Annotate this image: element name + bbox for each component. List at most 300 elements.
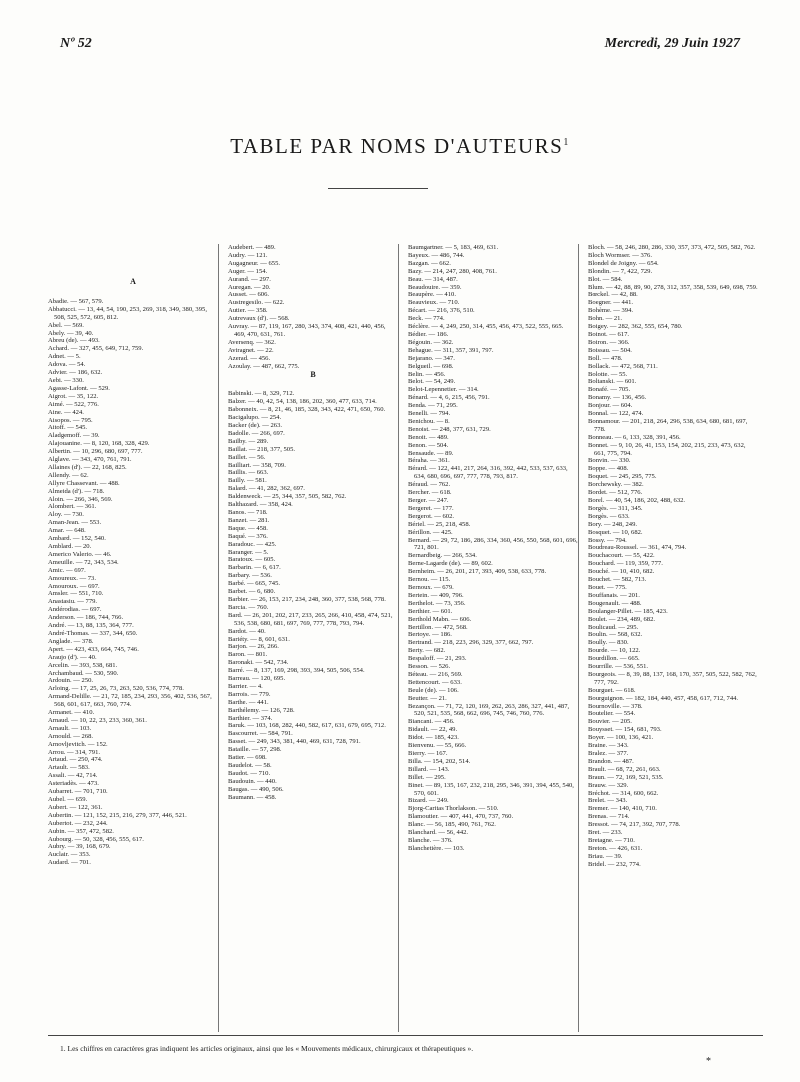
index-entry: Balard. — 41, 282, 362, 697. [228,485,305,493]
index-entry: Berthier. — 601. [408,607,453,615]
index-entry: Blanchetière. — 103. [408,844,465,852]
index-entry: Boegner. — 441. [588,299,634,307]
index-entry: Barbier. — 26, 153, 217, 234, 248, 360, 377, 538, 568, 778. [228,595,386,603]
index-entry: Baqué. — 376. [228,532,268,540]
index-entry: Bard. — 26, 201, 202, 217, 233, 265, 266, 410, 458, 474, 521, 536, 538, 680, 681, 697, 769, 777, 778, 793, 794. [228,611,393,627]
index-entry: Bertein. — 409, 796. [408,591,464,599]
index-entry: Brelet. — 343. [588,797,628,805]
index-entry: Brauw. — 329. [588,781,629,789]
index-entry: Bérillon. — 425. [408,528,453,536]
index-entry: Aigrot. — 35, 122. [48,392,99,400]
index-entry: Blanche. — 376. [408,836,453,844]
index-entry: Borel. — 40, 54, 186, 202, 488, 632. [588,497,686,504]
index-entry: Blum. — 42, 88, 89, 90, 278, 312, 357, 358, 539, 649, 698, 759. [588,283,758,291]
index-entry: Bailliart. — 358, 709. [228,461,286,469]
index-entry: Baugas. — 490, 506. [228,785,284,793]
index-entry: Ardouin. — 250. [48,677,94,685]
index-entry: Bettencourt. — 633. [408,678,462,686]
author-index [48,244,763,1032]
index-entry: Bezançon. — 71, 72, 120, 169, 262, 263, 286, 327, 441, 487, 520, 521, 535, 568, 662, 696, 745, 746, 760, 776. [408,702,570,718]
index-entry: Baumann. — 458. [228,793,277,801]
index-entry: Armand-Delille. — 21, 72, 185, 234, 293, 356, 402, 536, 567, 568, 601, 617, 663, 760, 774. [48,693,212,709]
index-entry: Aloy. — 730. [48,511,84,519]
index-entry: Backer (de). — 263. [228,422,283,430]
index-entry: Bonnal. — 122, 474. [588,410,644,418]
index-entry: Babonneix. — 8, 21, 46, 185, 328, 343, 422, 471, 650, 760. [228,406,386,414]
index-entry: Binet. — 89, 135, 167, 232, 218, 295, 346, 391, 394, 455, 540, 570, 601. [408,781,574,797]
index-entry: Bridel. — 232, 774. [588,860,641,868]
index-entry: Badolle. — 266, 697. [228,429,285,437]
index-entry: Beauvieux. — 710. [408,299,460,307]
index-entry: Bourguignon. — 182, 184, 440, 457, 458, 617, 712, 744. [588,694,739,702]
index-entry: Bernheim. — 26, 201, 217, 393, 409, 538, 633, 778. [408,568,547,576]
index-entry: Boully. — 830. [588,639,629,647]
index-entry: Baranger. — 5. [228,548,269,556]
index-entry: Barthier. — 374. [228,714,273,722]
index-entry: Bouet. — 775. [588,583,627,591]
index-entry: Benelli. — 794. [408,410,451,418]
index-entry: Auregan. — 20. [228,283,271,291]
index-entry: Amouroux. — 697. [48,582,100,590]
index-entry: Beaupère. — 410. [408,291,456,299]
index-entry: Boppe. — 408. [588,465,629,473]
index-entry: Boltanski. — 601. [588,378,637,386]
index-entry: Arnault. — 103. [48,724,92,732]
index-entry: Bégouin. — 362. [408,338,454,346]
index-entry: Boulet. — 234, 489, 682. [588,615,656,623]
index-entry: Anastasiu. — 779. [48,598,98,606]
index-entry: Auclair. — 353. [48,851,91,859]
index-entry: Abel. — 569. [48,321,84,329]
index-entry: Borgès. — 311, 345. [588,504,643,512]
index-entry: Barré. — 8, 137, 169, 298, 393, 394, 505, 506, 554. [228,667,365,675]
footnote: 1. Les chiffres en caractères gras indiquent les articles originaux, ainsi que les « Mouvements médicaux, chirurgicaux et thérapeutiques ». [60,1044,474,1053]
index-entry: Achard. — 327, 455, 649, 712, 759. [48,345,144,353]
index-entry: Baillet. — 56. [228,453,266,461]
index-entry: Braun. — 72, 169, 521, 535. [588,773,664,781]
index-entry: Boiron. — 366. [588,338,630,346]
index-column-3 [408,244,579,1032]
index-entry: Besson. — 526. [408,663,451,671]
star-mark: * [706,1056,711,1067]
index-entry: Blondin. — 7, 422, 729. [588,267,653,275]
index-entry: Aubourg. — 50, 328, 456, 555, 617. [48,835,144,843]
index-entry: Autrevaux (d'). — 568. [228,315,290,323]
index-entry: Bolotte. — 55. [588,370,628,378]
index-entry: Bonvin. — 330. [588,457,631,465]
index-entry: Basset. — 249, 343, 381, 440, 469, 631, 728, 791. [228,738,361,746]
index-entry: Bourgeois. — 8, 39, 88, 137, 168, 170, 357, 505, 522, 582, 762, 777, 792. [588,670,757,686]
index-entry: Anglade. — 378. [48,637,94,645]
index-entry: Arnaud. — 10, 22, 23, 233, 360, 361. [48,716,147,724]
index-entry: Ambard. — 152, 540. [48,535,106,543]
index-entry: Barreau. — 120, 695. [228,675,286,683]
index-entry: André. — 13, 88, 135, 364, 777. [48,622,134,630]
title-footnote-mark: 1 [563,137,570,148]
index-entry: Banos. — 718. [228,509,268,516]
index-entry: Abadie. — 567, 579. [48,297,104,305]
index-entry: Breton. — 426, 631. [588,844,643,852]
index-entry: Boyer. — 100, 136, 421. [588,734,654,742]
index-entry: Briau. — 39. [588,852,623,860]
index-entry: Boll. — 478. [588,354,623,362]
index-entry: Beck. — 774. [408,315,445,323]
index-entry: Bailly. — 581. [228,477,267,485]
index-entry: Borchewsky. — 382. [588,481,644,489]
index-entry: Boulanger-Pillet. — 185, 423. [588,607,668,615]
index-entry: Bidault. — 22, 49. [408,726,458,734]
index-entry: Braine. — 343. [588,742,629,750]
index-entry: Apert. — 423, 433, 664, 745, 746. [48,645,139,653]
index-entry: Blot. — 584. [588,275,623,283]
index-entry: Baudot. — 710. [228,769,271,777]
issue-date: Mercredi, 29 Juin 1927 [604,36,740,51]
index-entry: Auvray. — 87, 119, 167, 280, 343, 374, 408, 421, 440, 456, 469, 470, 631, 761. [228,323,386,338]
index-entry: Bonnamour. — 201, 218, 264, 296, 538, 634, 680, 681, 697, 778. [588,417,748,433]
index-entry: Bidot. — 185, 423. [408,734,459,742]
index-entry: Aloin. — 266, 346, 569. [48,495,113,503]
index-entry: Bourrille. — 536, 551. [588,663,649,671]
index-entry: Bespaloff. — 21, 293. [408,655,467,663]
index-entry: Bloch. — 58, 246, 280, 286, 330, 357, 373, 472, 505, 582, 762. [588,244,756,251]
index-entry: Alajouanine. — 8, 120, 168, 328, 429. [48,440,150,448]
index-entry: Bejarano. — 347. [408,354,455,362]
index-entry: Blamoutier. — 407, 441, 470, 737, 760. [408,813,514,821]
page-title [0,134,800,159]
index-entry: Adova. — 54. [48,361,86,369]
index-entry: Bossy. — 794. [588,536,627,544]
index-entry: Boquet. — 245, 295, 775. [588,473,657,481]
index-entry: Bouvier. — 205. [588,718,632,726]
index-entry: Arcelin. — 393, 538, 681. [48,661,118,669]
index-entry: Beaudouire. — 359. [408,283,462,291]
section-letter: A [130,277,136,286]
index-entry: Aubertot. — 232, 244. [48,819,108,827]
index-entry: Bouysset. — 154, 681, 793. [588,726,662,734]
index-entry: Ameuille. — 72, 343, 534. [48,558,119,566]
index-entry: Bœckel. — 42, 88. [588,291,638,299]
index-entry: Benichou. — 8. [408,417,450,425]
index-entry: Baronaki. — 542, 734. [228,659,289,667]
index-entry: Azerad. — 456. [228,354,271,362]
index-entry: Azoulay. — 487, 662, 775. [228,362,300,370]
index-entry: Bergeret. — 177. [408,504,454,512]
index-entry: Bierry. — 167. [408,750,448,757]
index-entry: Bascourret. — 584, 791. [228,730,293,738]
index-entry: Barbé. — 665, 745. [228,580,281,588]
index-entry: Bosquet. — 10, 682. [588,528,643,536]
index-entry: Bordet. — 512, 776. [588,489,643,497]
index-entry: Aubertin. — 121, 152, 215, 216, 279, 377, 446, 521. [48,811,187,819]
index-entry: Benoit. — 489. [408,433,449,441]
index-entry: Boutelier. — 554. [588,710,636,718]
index-entry: Barrier. — 4. [228,682,263,690]
index-entry: Bouché. — 10, 410, 682. [588,568,655,576]
index-entry: Araujo (d'). — 40. [48,653,97,661]
index-entry: Audebert. — 489. [228,244,276,251]
index-entry: Barjon. — 26, 266. [228,643,279,651]
index-entry: Amar. — 648. [48,527,86,535]
index-entry: Benon. — 504. [408,441,449,449]
index-entry: Bremer. — 140, 410, 710. [588,805,657,813]
index-entry: Aversenq. — 362. [228,338,276,346]
index-entry: Amic. — 697. [48,566,86,574]
index-entry: Bailby. — 289. [228,437,269,445]
page-header [60,36,740,56]
issue-number: Nº 52 [60,36,92,51]
index-entry: Barcia. — 760. [228,603,269,611]
index-entry: Balzer. — 40, 42, 54, 138, 186, 202, 360, 477, 633, 714. [228,398,377,406]
index-entry: Aubin. — 357, 472, 582. [48,827,114,835]
title-rule [328,188,428,189]
index-entry: Billa. — 154, 202, 514. [408,757,471,765]
index-entry: Berne-Lagarde (de). — 89, 602. [408,560,493,568]
index-entry: Bollack. — 472, 568, 711. [588,362,658,370]
index-entry: Berthold Mabn. — 606. [408,615,472,623]
index-entry: Balthazard. — 358, 424. [228,501,293,509]
index-entry: Andérodias. — 697. [48,606,102,614]
index-entry: Barbary. — 536. [228,572,272,580]
index-entry: Bienvenu. — 55, 666. [408,742,467,750]
index-entry: Allendy. — 62. [48,471,89,479]
index-entry: Bouffanais. — 201. [588,591,640,599]
index-entry: Adnet. — 5. [48,353,81,361]
index-entry: Alombert. — 361. [48,503,97,511]
index-entry: Baudelot. — 58. [228,762,272,769]
index-entry: Berger. — 247. [408,497,449,504]
index-entry: Bohn. — 21. [588,315,623,323]
index-entry: Béclère. — 4, 249, 250, 314, 455, 456, 473, 522, 555, 665. [408,323,564,331]
index-entry: Aitoff. — 545. [48,424,88,432]
index-entry: Brenas. — 714. [588,813,630,821]
index-entry: Bazgan. — 662. [408,259,451,267]
index-entry: Allyre Chassevant. — 488. [48,479,120,487]
index-entry: Barbarin. — 6, 617. [228,564,281,572]
index-entry: Bertoye. — 186. [408,631,452,639]
index-entry: Arnould. — 268. [48,732,94,740]
index-entry: Bohème. — 394. [588,307,634,315]
index-entry: Bralez. — 377. [588,750,629,757]
index-entry: Baillis. — 663. [228,469,269,477]
index-entry: Ausset. — 606. [228,291,270,299]
index-entry: Brandon. — 487. [588,757,634,765]
index-entry: Bonneau. — 6, 133, 328, 391, 456. [588,433,681,441]
index-entry: Bizard. — 249. [408,797,449,805]
index-entry: Baillat. — 218, 377, 505. [228,445,296,453]
index-entry: Baruk. — 103, 168, 282, 440, 582, 617, 631, 679, 695, 712. [228,722,386,730]
index-entry: Biancani. — 456. [408,718,455,726]
index-entry: Bourde. — 10, 122. [588,647,641,655]
index-entry: Belin. — 456. [408,370,446,378]
index-entry: Aine. — 424. [48,408,84,416]
index-entry: Bercher. — 618. [408,489,452,497]
index-entry: Boulin. — 568, 632. [588,631,643,639]
index-entry: Bougenault. — 488. [588,599,642,607]
index-entry: Arnovljevitch. — 152. [48,740,108,748]
index-entry: Boissau. — 504. [588,346,632,354]
index-entry: Aisopos. — 795. [48,416,93,424]
index-entry: Bataille. — 57, 298. [228,746,282,754]
index-entry: Bayeux. — 486, 744. [408,251,465,259]
index-entry: Baradouc. — 425. [228,540,277,548]
index-entry: Agasse-Lafont. — 529. [48,384,110,392]
index-entry: Bertrand. — 218, 223, 296, 329, 377, 662, 797. [408,639,534,647]
index-entry: Abreu (de). — 493. [48,337,100,345]
index-entry: Armanet. — 410. [48,709,95,717]
index-entry: Bourdillon. — 665. [588,655,640,663]
index-entry: Bory. — 248, 249. [588,520,638,528]
index-entry: Amsler. — 551, 710. [48,590,104,598]
index-entry: Benoist. — 248, 377, 631, 729. [408,425,491,433]
index-entry: Baldenweck. — 25, 344, 357, 505, 582, 762. [228,493,347,501]
index-entry: Brault. — 68, 72, 261, 663. [588,765,661,773]
index-entry: Benda. — 71, 295. [408,402,458,410]
index-entry: Berthelot. — 73, 356. [408,599,466,607]
index-entry: Bernardbeig. — 266, 534. [408,552,477,560]
index-entry: Audard. — 701. [48,859,91,867]
index-entry: Béraha. — 361. [408,457,450,465]
title-text: TABLE PAR NOMS D'AUTEURS [230,134,564,158]
index-entry: Albertin. — 10, 296, 680, 697, 777. [48,448,143,456]
index-entry: Bernou. — 115. [408,576,451,584]
index-entry: Archambaud. — 530, 590. [48,669,119,677]
index-entry: Aimé. — 522, 776. [48,400,99,408]
index-entry: Banzet. — 281. [228,516,270,524]
index-entry: Arloing. — 17, 25, 26, 73, 263, 520, 536, 774, 778. [48,685,184,693]
index-entry: Belot. — 54, 249. [408,378,456,386]
index-entry: Bariéty. — 8, 601, 631. [228,635,290,643]
index-entry: Aebi. — 330. [48,376,84,384]
index-entry: Bertillon. — 472, 568. [408,623,468,631]
index-entry: Bjorg-Caritas Thorlakson. — 510. [408,805,499,813]
index-entry: Boulicaud. — 295. [588,623,639,631]
index-entry: Behague. — 311, 357, 391, 797. [408,346,494,354]
index-entry: Audry. — 121. [228,251,268,259]
index-entry: Bourguet. — 618. [588,686,636,694]
index-entry: Aladgemoff. — 39. [48,432,100,440]
index-entry: Aubry. — 39, 168, 679. [48,843,111,851]
index-column-2 [228,244,399,1032]
index-entry: Amblard. — 20. [48,543,92,550]
index-entry: Baron. — 801. [228,651,268,659]
index-entry: Belgueil. — 698. [408,362,454,370]
index-entry: Babinski. — 8, 329, 712. [228,390,295,398]
index-entry: Bouchet. — 582, 713. [588,576,647,584]
index-entry: Bacigalupo. — 254. [228,414,282,422]
index-column-4 [588,244,758,1032]
index-entry: Barbet. — 6, 680. [228,588,276,596]
index-entry: Allaines (d'). — 22, 168, 825. [48,463,127,471]
index-entry: Béteau. — 216, 569. [408,670,463,678]
index-entry: Blanchard. — 56, 442. [408,829,469,837]
index-entry: Berty. — 682. [408,647,446,655]
index-entry: Abbatucci. — 13, 44, 54, 190, 253, 269, 318, 349, 380, 395, 508, 525, 572, 605, 812. [48,305,207,321]
index-entry: Arrou. — 314, 791. [48,748,101,756]
index-entry: Augagneur. — 655. [228,259,281,267]
index-entry: Bretagne. — 710. [588,836,635,844]
index-entry: Bloch Wormser. — 376. [588,251,652,259]
index-entry: Bernard. — 29, 72, 186, 286, 334, 360, 456, 550, 568, 601, 696, 721, 801. [408,536,578,552]
index-entry: Barthélemy. — 126, 728. [228,706,295,714]
index-entry: Blanc. — 56, 185, 490, 761, 762. [408,821,496,829]
index-entry: Bonnet. — 9, 10, 26, 41, 153, 154, 202, 215, 233, 473, 632, 661, 775, 794. [588,441,746,457]
index-entry: Bressot. — 74, 217, 392, 707, 778. [588,821,681,829]
section-letter: B [310,369,316,379]
index-entry: Almeida (d'). — 718. [48,487,105,495]
index-entry: Advier. — 186, 632. [48,369,103,377]
footnote-rule [48,1035,763,1036]
index-entry: Billet. — 295. [408,773,446,781]
index-entry: Bazy. — 214, 247, 280, 408, 761. [408,267,497,275]
index-entry: Béraud. — 762. [408,481,451,489]
index-entry: Aubert. — 122, 361. [48,803,103,811]
index-entry: Beutter. — 21. [408,694,447,702]
index-entry: Bensaude. — 89. [408,449,454,457]
index-entry: Americo Valerio. — 46. [48,550,112,558]
index-entry: Baudouin. — 440. [228,777,277,785]
index-entry: Boinot. — 617. [588,330,630,338]
index-entry: Bénard. — 4, 6, 215, 456, 791. [408,394,490,402]
index-entry: Bonamy. — 136, 456. [588,394,647,402]
index-entry: Billard. — 143. [408,765,450,773]
index-entry: Bréchot. — 314, 600, 662. [588,789,659,797]
index-entry: Artault. — 583. [48,764,90,772]
index-entry: Aman-Jean. — 553. [48,519,102,527]
index-entry: Bouchacourt. — 55, 422. [588,552,655,560]
index-entry: Boigey. — 282, 362, 555, 654, 780. [588,323,683,331]
index-entry: Asteriadès. — 473. [48,780,99,788]
index-entry: Beau. — 314, 487. [408,275,458,283]
index-entry: Barrois. — 779. [228,690,271,698]
index-entry: Baumgartner. — 5, 183, 469, 631. [408,244,499,251]
index-entry: Aubarret. — 701, 710. [48,788,108,796]
index-entry: Bonafé. — 705. [588,386,631,394]
index-entry: Austregesilo. — 622. [228,299,285,307]
index-entry: Artaud. — 250, 474. [48,756,103,764]
index-entry: Aubel. — 659. [48,796,88,803]
index-entry: Bret. — 233. [588,829,623,837]
index-entry: Autier. — 358. [228,307,268,315]
index-entry: Bédier. — 186. [408,330,449,338]
index-entry: Batier. — 698. [228,754,267,762]
index-entry: Bérard. — 122, 441, 217, 264, 316, 392, 442, 533, 537, 633, 634, 680, 696, 697, 777, 778, 793, 817. [408,465,568,481]
index-entry: Anderson. — 186, 744, 766. [48,614,124,622]
index-entry: Beule (de). — 106. [408,686,459,694]
index-entry: Aviragnet. — 22. [228,346,274,354]
index-entry: Auger. — 154. [228,267,268,275]
index-entry: Blondel de Joigny. — 654. [588,259,659,267]
index-entry: Borgès. — 633. [588,512,630,520]
index-entry: Alglave. — 343, 470, 761, 791. [48,456,132,464]
index-entry: Amoureux. — 73. [48,574,96,582]
index-entry: Bergerot. — 602. [408,512,455,520]
index-entry: Bonjour. — 604. [588,402,633,410]
index-column-1 [48,244,219,1032]
index-entry: Baratoux. — 605. [228,556,276,564]
index-entry: Bernoux. — 679. [408,583,454,591]
index-entry: Bériel. — 25, 218, 458. [408,520,471,528]
index-entry: Baque. — 458. [228,524,268,532]
index-entry: Bécart. — 216, 376, 510. [408,307,475,315]
index-entry: André-Thomas. — 337, 344, 650. [48,629,138,637]
index-entry: Boudreau-Roussel. — 361, 474, 794. [588,544,687,552]
index-entry: Belot-Lepennetier. — 314. [408,386,479,394]
index-entry: Barthe. — 441. [228,698,269,706]
index-entry: Assali. — 42, 714. [48,772,98,780]
index-entry: Bardot. — 40. [228,627,266,635]
index-entry: Abely. — 39, 40. [48,329,94,337]
index-entry: Bournoville. — 378. [588,702,643,710]
